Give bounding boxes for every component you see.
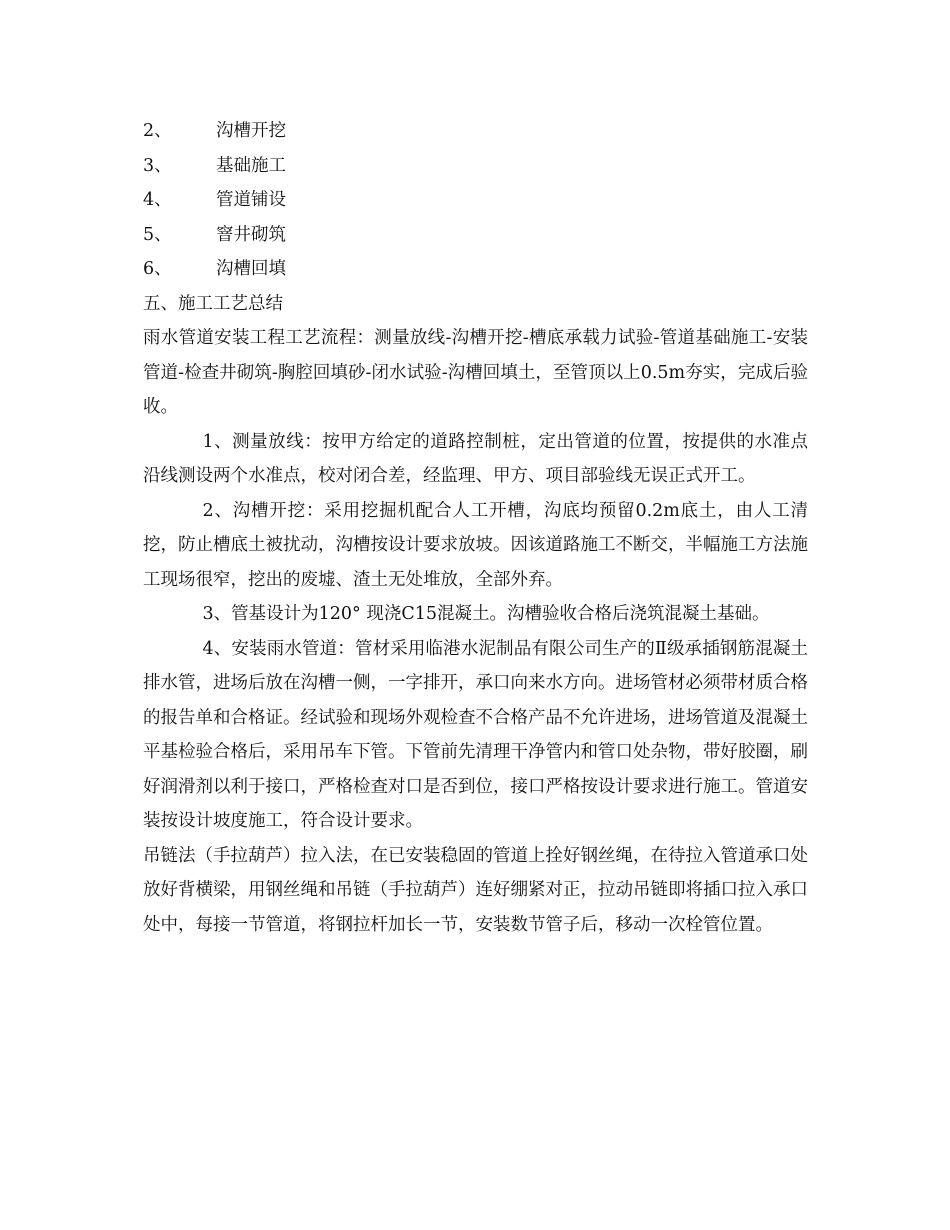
list-item (143, 252, 808, 287)
trench-excavation-paragraph: 2、沟槽开挖：采用挖掘机配合人工开槽，沟底均预留0.2m底土，由人工清挖，防止槽底土被扰动，沟槽按设计要求放坡。因该道路施工不断交，半幅施工方法施工现场很窄，挖出的废墟、渣土无处堆放，全部外弃。 (143, 500, 808, 590)
pipe-foundation-paragraph: 3、管基设计为120° 现浇C15混凝土。沟槽验收合格后浇筑混凝土基础。 (202, 604, 770, 624)
list-number: 6、 (143, 259, 172, 279)
list-item (143, 149, 808, 184)
chain-hoist-paragraph: 吊链法（手拉葫芦）拉入法，在已安装稳固的管道上拴好钢丝绳，在待拉入管道承口处放好背横梁，用钢丝绳和吊链（手拉葫芦）连好绷紧对正，拉动吊链即将插口拉入承口处中，每接一节管道，将钢拉杆加长一节，安装数节管子后，移动一次栓管位置。 (143, 845, 808, 935)
list-text: 窨井砌筑 (216, 224, 286, 245)
list-text: 基础施工 (216, 155, 286, 176)
process-flow-paragraph: 雨水管道安装工程工艺流程：测量放线-沟槽开挖-槽底承载力试验-管道基础施工-安装管道-检查井砌筑-胸腔回填砂-闭水试验-沟槽回填土，至管顶以上0.5m夯实，完成后验收。 (143, 328, 808, 417)
survey-paragraph: 1、测量放线：按甲方给定的道路控制桩，定出管道的位置，按提供的水准点沿线测设两个水准点，校对闭合差，经监理、甲方、项目部验线无误正式开工。 (143, 431, 808, 486)
list-text: 沟槽开挖 (216, 121, 286, 141)
list-text: 沟槽回填 (216, 259, 286, 279)
section-heading: 五、施工工艺总结 (143, 293, 283, 314)
list-item (143, 218, 808, 253)
list-number: 2、 (143, 121, 172, 141)
list-text: 管道铺设 (216, 190, 286, 210)
list-item (143, 183, 808, 218)
pipe-installation-paragraph: 4、安装雨水管道：管材采用临港水泥制品有限公司生产的Ⅱ级承插钢筋混凝土排水管，进场后放在沟槽一侧，一字排开，承口向来水方向。进场管材必须带材质合格的报告单和合格证。经试验和现场外观检查不合格产品不允许进场，进场管道及混凝土平基检验合格后，采用吊车下管。下管前先清理干净管内和管口处杂物，带好胶圈，刷好润滑剂以利于接口，严格检查对口是否到位，接口严格按设计要求进行施工。管道安装按设计坡度施工，符合设计要求。 (143, 638, 808, 831)
document-body (143, 114, 808, 942)
list-number: 4、 (143, 190, 172, 210)
list-number: 3、 (143, 155, 172, 176)
list-number: 5、 (143, 224, 172, 245)
list-item (143, 114, 808, 149)
